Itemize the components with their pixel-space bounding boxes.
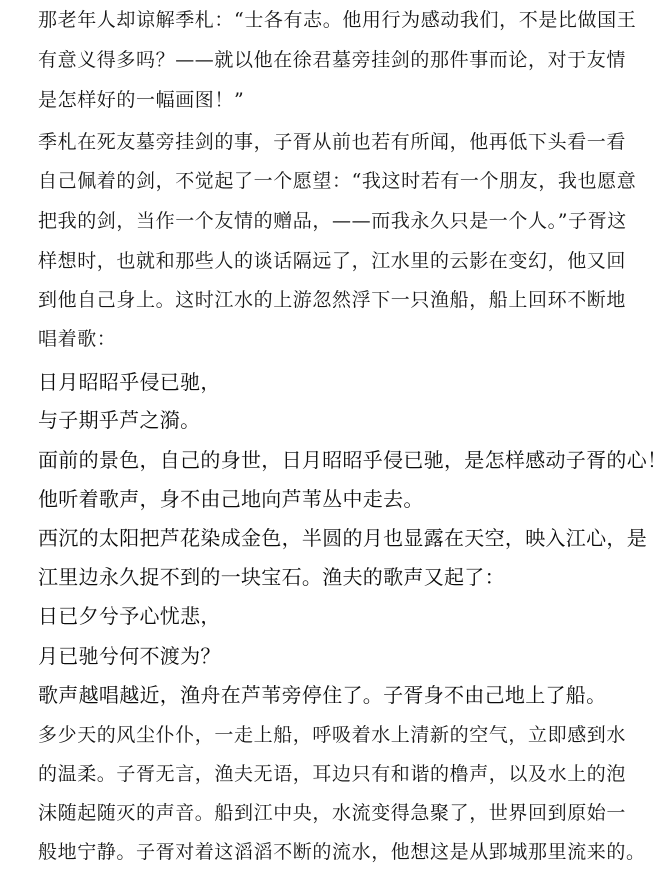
text-line-5: 自己佩着的剑，不觉起了一个愿望：“我这时若有一个朋友，我也愿意: [38, 170, 637, 192]
text-line-3: 是怎样好的一幅画图！”: [38, 89, 245, 111]
poem-line-3: 日已夕兮予心忧悲，: [38, 604, 221, 628]
text-line-19: 多少天的风尘仆仆，一走上船，呼吸着水上清新的空气，立即感到水: [38, 724, 627, 746]
text-line-14: 西沉的太阳把芦花染成金色，半圆的月也显露在天空，映入江心，是: [38, 526, 647, 550]
poem-line-4: 月已驰兮何不渡为？: [38, 644, 221, 668]
text-line-6: 把我的剑，当作一个友情的赠品，——而我永久只是一个人。”子胥这: [38, 210, 627, 232]
text-line-8: 到他自己身上。这时江水的上游忽然浮下一只渔船，船上回环不断地: [38, 289, 627, 311]
text-line-9: 唱着歌：: [38, 328, 117, 350]
text-line-21: 沫随起随灭的声音。船到江中央，水流变得急聚了，世界回到原始一: [38, 802, 627, 824]
text-line-1: 那老年人却谅解季札：“士各有志。他用行为感动我们，不是比做国王: [38, 9, 637, 31]
text-line-2: 有意义得多吗？——就以他在徐君墓旁挂剑的那件事而论，对于友情: [38, 49, 627, 71]
text-line-7: 样想时，也就和那些人的谈话隔远了，江水里的云影在变幻，他又回: [38, 250, 627, 272]
text-line-12: 面前的景色，自己的身世，日月昭昭乎侵已驰，是怎样感动子胥的心！: [38, 448, 667, 472]
poem-line-2: 与子期乎芦之漪。: [38, 408, 201, 432]
text-line-22: 般地宁静。子胥对着这滔滔不断的流水，他想这是从郢城那里流来的。: [38, 841, 646, 863]
text-line-18: 歌声越唱越近，渔舟在芦苇旁停住了。子胥身不由己地上了船。: [38, 683, 607, 707]
text-line-15: 江里边永久捉不到的一块宝石。渔夫的歌声又起了：: [38, 565, 505, 589]
poem-line-1: 日月昭昭乎侵已驰，: [38, 370, 221, 394]
text-line-4: 季札在死友墓旁挂剑的事，子胥从前也若有所闻，他再低下头看一看: [38, 131, 627, 153]
text-line-20: 的温柔。子胥无言，渔夫无语，耳边只有和谐的橹声，以及水上的泡: [38, 763, 627, 785]
text-line-13: 他听着歌声，身不由己地向芦苇丛中走去。: [38, 487, 424, 511]
